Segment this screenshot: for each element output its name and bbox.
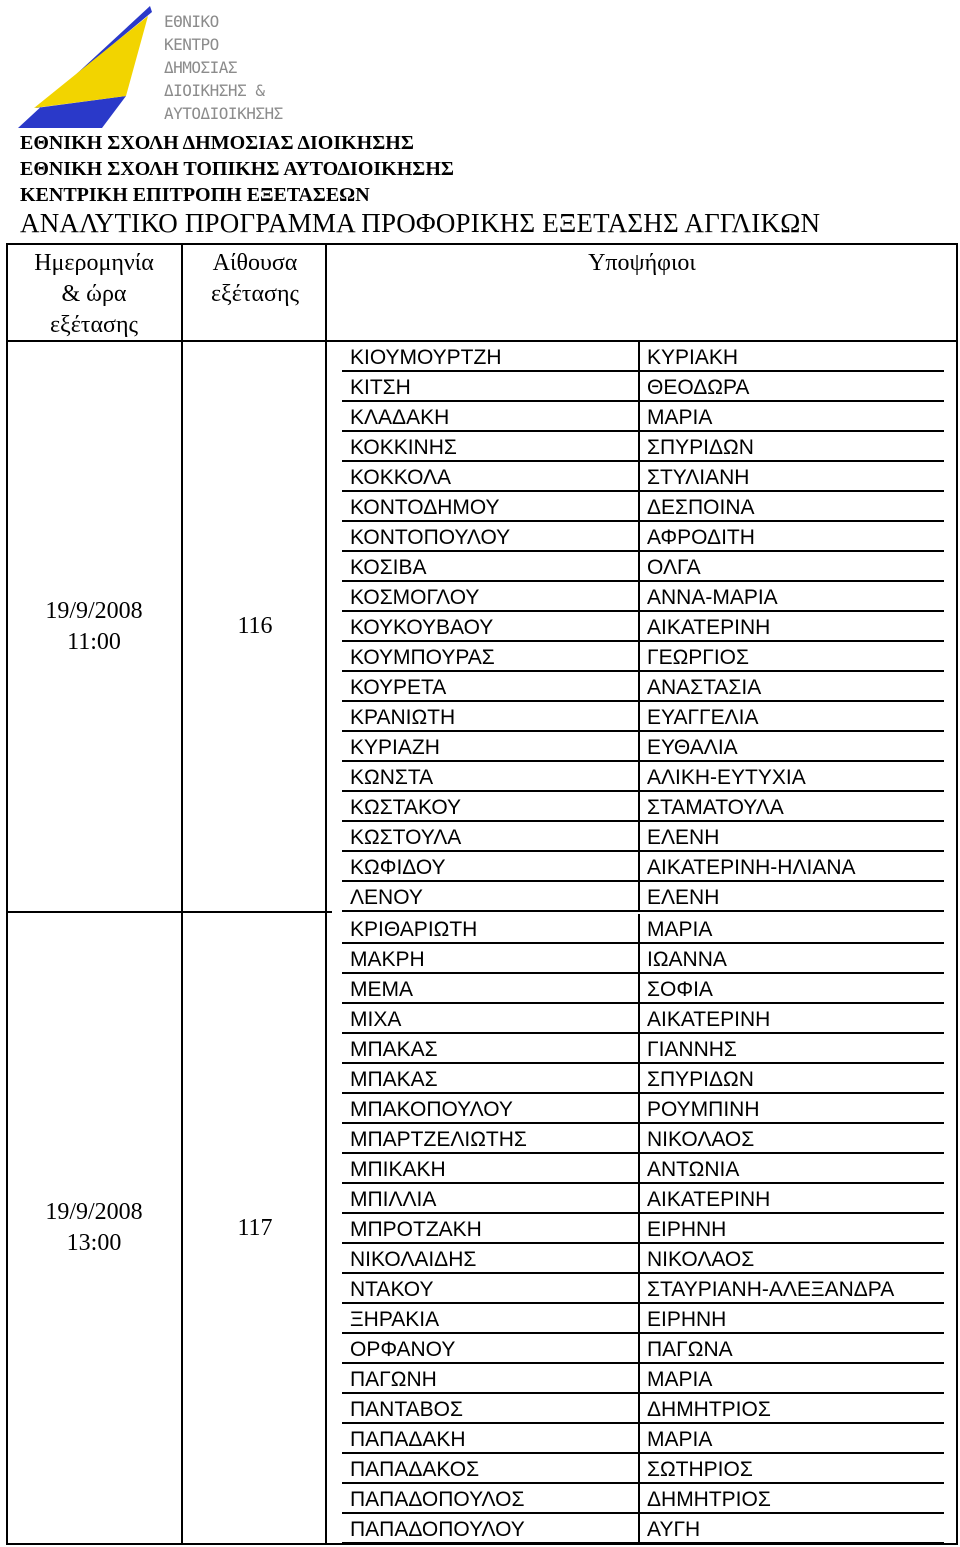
candidate-given-name: ΣΩΤΗΡΙΟΣ	[647, 1458, 753, 1481]
candidate-given-name: ΜΑΡΙΑ	[647, 1428, 713, 1451]
table-row	[342, 462, 944, 492]
candidate-given-name: ΠΑΓΩΝΑ	[647, 1338, 733, 1361]
table-row	[342, 882, 944, 912]
candidate-surname: ΜΠΙΛΛΙΑ	[350, 1188, 437, 1211]
table-row	[342, 672, 944, 702]
candidate-surname: ΚΙΤΣΗ	[350, 376, 411, 399]
candidate-given-name: ΡΟΥΜΠΙΝΗ	[647, 1098, 760, 1121]
candidate-given-name: ΣΠΥΡΙΔΩΝ	[647, 1068, 754, 1091]
session-room: 117	[237, 1215, 273, 1241]
table-right-border	[956, 243, 958, 1545]
candidate-given-name: ΕΙΡΗΝΗ	[647, 1218, 727, 1241]
table-row	[342, 492, 944, 522]
row-divider	[638, 1004, 640, 1034]
candidate-surname: ΚΩΦΙΔΟΥ	[350, 856, 446, 879]
table-row	[342, 914, 944, 944]
table-row	[342, 822, 944, 852]
candidate-list	[342, 914, 944, 1544]
candidate-surname: ΜΕΜΑ	[350, 978, 413, 1001]
row-divider	[638, 914, 640, 944]
table-row	[342, 974, 944, 1004]
candidate-given-name: ΑΝΝΑ-ΜΑΡΙΑ	[647, 586, 778, 609]
row-divider	[638, 974, 640, 1004]
candidate-given-name: ΚΥΡΙΑΚΗ	[647, 346, 739, 369]
row-divider	[638, 372, 640, 402]
row-divider	[638, 1514, 640, 1544]
table-row	[342, 1364, 944, 1394]
row-divider	[638, 462, 640, 492]
row-divider	[638, 1424, 640, 1454]
candidate-surname: ΜΙΧΑ	[350, 1008, 402, 1031]
candidate-given-name: ΣΤΑΥΡΙΑΝΗ-ΑΛΕΞΑΝΔΡΑ	[647, 1278, 895, 1301]
table-row	[342, 1064, 944, 1094]
candidate-surname: ΝΙΚΟΛΑΙΔΗΣ	[350, 1248, 477, 1271]
candidate-given-name: ΓΙΑΝΝΗΣ	[647, 1038, 737, 1061]
candidate-given-name: ΕΙΡΗΝΗ	[647, 1308, 727, 1331]
row-divider	[638, 672, 640, 702]
candidate-surname: ΚΙΟΥΜΟΥΡΤΖΗ	[350, 346, 502, 369]
row-divider	[638, 402, 640, 432]
candidate-surname: ΜΠΑΚΑΣ	[350, 1068, 438, 1091]
candidate-given-name: ΜΑΡΙΑ	[647, 1368, 713, 1391]
session-date: 19/9/2008	[45, 598, 143, 624]
candidate-surname: ΟΡΦΑΝΟΥ	[350, 1338, 456, 1361]
table-row	[342, 762, 944, 792]
table-row	[342, 944, 944, 974]
table-row	[342, 342, 944, 372]
table-row	[342, 1334, 944, 1364]
row-divider	[638, 1364, 640, 1394]
table-row	[342, 642, 944, 672]
row-divider	[638, 1064, 640, 1094]
row-divider	[638, 1214, 640, 1244]
session-datetime	[8, 1197, 180, 1259]
candidate-surname: ΜΠΡΟΤΖΑΚΗ	[350, 1218, 482, 1241]
session-room: 116	[237, 613, 273, 639]
table-row	[342, 1244, 944, 1274]
table-row	[342, 1394, 944, 1424]
table-row	[342, 852, 944, 882]
candidate-given-name: ΑΙΚΑΤΕΡΙΝΗ	[647, 616, 771, 639]
row-divider	[638, 552, 640, 582]
table-row	[342, 372, 944, 402]
table-row	[342, 1304, 944, 1334]
document-title: ΑΝΑΛΥΤΙΚΟ ΠΡΟΓΡΑΜΜΑ ΠΡΟΦΟΡΙΚΗΣ ΕΞΕΤΑΣΗΣ ΑΓΓΛΙΚΩΝ	[20, 208, 821, 238]
table-row	[342, 1424, 944, 1454]
col-divider-1	[181, 243, 183, 1545]
candidate-given-name: ΣΤΑΜΑΤΟΥΛΑ	[647, 796, 784, 819]
candidate-given-name: ΑΙΚΑΤΕΡΙΝΗ	[647, 1188, 771, 1211]
row-divider	[638, 1184, 640, 1214]
row-divider	[638, 582, 640, 612]
candidate-given-name: ΔΕΣΠΟΙΝΑ	[647, 496, 755, 519]
row-divider	[638, 642, 640, 672]
row-divider	[638, 1034, 640, 1064]
logo-line: ΚΕΝΤΡΟ	[164, 35, 219, 54]
row-divider	[638, 792, 640, 822]
table-row	[342, 612, 944, 642]
candidate-surname: ΚΟΥΜΠΟΥΡΑΣ	[350, 646, 495, 669]
candidate-given-name: ΑΙΚΑΤΕΡΙΝΗ	[647, 1008, 771, 1031]
candidate-list	[342, 342, 944, 912]
logo-line: ΕΘΝΙΚΟ	[164, 12, 219, 31]
row-divider	[638, 1154, 640, 1184]
table-row	[342, 1094, 944, 1124]
candidate-given-name: ΣΟΦΙΑ	[647, 978, 713, 1001]
header-school-local-gov: ΕΘΝΙΚΗ ΣΧΟΛΗ ΤΟΠΙΚΗΣ ΑΥΤΟΔΙΟΙΚΗΣΗΣ	[20, 158, 455, 180]
candidate-surname: ΚΟΥΡΕΤΑ	[350, 676, 447, 699]
candidate-surname: ΚΥΡΙΑΖΗ	[350, 736, 440, 759]
row-divider	[638, 1484, 640, 1514]
col-header-line: Υποψήφιοι	[588, 250, 696, 276]
candidate-surname: ΠΑΠΑΔΑΚΟΣ	[350, 1458, 480, 1481]
candidate-surname: ΠΑΠΑΔΟΠΟΥΛΟΣ	[350, 1488, 525, 1511]
candidate-given-name: ΣΤΥΛΙΑΝΗ	[647, 466, 750, 489]
session-time: 13:00	[66, 1230, 122, 1256]
table-row	[342, 1484, 944, 1514]
col-header-line: & ώρα	[61, 281, 127, 307]
candidate-given-name: ΕΛΕΝΗ	[647, 826, 720, 849]
col-divider-2	[325, 243, 327, 1545]
row-divider	[638, 822, 640, 852]
row-divider	[638, 522, 640, 552]
candidate-surname: ΜΠΙΚΑΚΗ	[350, 1158, 446, 1181]
candidate-given-name: ΜΑΡΙΑ	[647, 918, 713, 941]
logo-line: ΑΥΤΟΔΙΟΙΚΗΣΗΣ	[164, 104, 283, 123]
table-row	[342, 1184, 944, 1214]
col-header-room	[185, 248, 325, 310]
col-header-candidates	[328, 248, 956, 279]
candidate-given-name: ΑΛΙΚΗ-ΕΥΤΥΧΙΑ	[647, 766, 806, 789]
organization-logo	[14, 4, 304, 134]
candidate-given-name: ΘΕΟΔΩΡΑ	[647, 376, 750, 399]
row-divider	[638, 1394, 640, 1424]
row-divider	[638, 1244, 640, 1274]
candidate-given-name: ΕΥΑΓΓΕΛΙΑ	[647, 706, 759, 729]
candidate-given-name: ΑΙΚΑΤΕΡΙΝΗ-ΗΛΙΑΝΑ	[647, 856, 856, 879]
candidate-surname: ΚΡΑΝΙΩΤΗ	[350, 706, 456, 729]
session-datetime	[8, 596, 180, 658]
candidate-surname: ΚΩΣΤΑΚΟΥ	[350, 796, 461, 819]
candidate-given-name: ΙΩΑΝΝΑ	[647, 948, 727, 971]
row-divider	[638, 1454, 640, 1484]
candidate-surname: ΝΤΑΚΟΥ	[350, 1278, 434, 1301]
candidate-surname: ΚΟΚΚΙΝΗΣ	[350, 436, 457, 459]
candidate-surname: ΠΑΝΤΑΒΟΣ	[350, 1398, 463, 1421]
logo-text	[164, 10, 304, 125]
candidate-surname: ΜΠΑΚΟΠΟΥΛΟΥ	[350, 1098, 513, 1121]
candidate-given-name: ΓΕΩΡΓΙΟΣ	[647, 646, 749, 669]
col-header-datetime	[8, 248, 180, 341]
candidate-surname: ΠΑΠΑΔΟΠΟΥΛΟΥ	[350, 1518, 525, 1541]
row-divider	[638, 944, 640, 974]
row-divider	[638, 732, 640, 762]
candidate-given-name: ΝΙΚΟΛΑΟΣ	[647, 1128, 755, 1151]
table-row	[342, 522, 944, 552]
candidate-surname: ΜΑΚΡΗ	[350, 948, 425, 971]
table-row	[342, 432, 944, 462]
candidate-surname: ΛΕΝΟΥ	[350, 886, 423, 909]
col-header-line: εξέτασης	[49, 312, 139, 338]
table-row	[342, 1034, 944, 1064]
row-divider	[638, 492, 640, 522]
candidate-given-name: ΟΛΓΑ	[647, 556, 701, 579]
table-row	[342, 1274, 944, 1304]
col-header-line: Αίθουσα	[212, 250, 298, 276]
candidate-surname: ΚΟΝΤΟΔΗΜΟΥ	[350, 496, 500, 519]
table-row	[342, 792, 944, 822]
candidate-surname: ΠΑΓΩΝΗ	[350, 1368, 437, 1391]
row-divider	[638, 342, 640, 372]
candidate-given-name: ΑΝΤΩΝΙΑ	[647, 1158, 740, 1181]
candidate-surname: ΚΛΑΔΑΚΗ	[350, 406, 450, 429]
candidate-surname: ΚΟΣΙΒΑ	[350, 556, 427, 579]
candidate-surname: ΜΠΑΡΤΖΕΛΙΩΤΗΣ	[350, 1128, 527, 1151]
candidate-given-name: ΕΛΕΝΗ	[647, 886, 720, 909]
candidate-surname: ΚΟΚΚΟΛΑ	[350, 466, 452, 489]
table-row	[342, 1154, 944, 1184]
session-date: 19/9/2008	[45, 1199, 143, 1225]
row-divider	[638, 882, 640, 912]
col-header-line: εξέτασης	[210, 281, 300, 307]
candidate-given-name: ΜΑΡΙΑ	[647, 406, 713, 429]
row-divider	[638, 432, 640, 462]
logo-line: ΔΙΟΙΚΗΣΗΣ &	[164, 81, 265, 100]
candidate-given-name: ΕΥΘΑΛΙΑ	[647, 736, 738, 759]
candidate-surname: ΜΠΑΚΑΣ	[350, 1038, 438, 1061]
header-exam-committee: ΚΕΝΤΡΙΚΗ ΕΠΙΤΡΟΠΗ ΕΞΕΤΑΣΕΩΝ	[20, 184, 370, 206]
table-row	[342, 582, 944, 612]
table-row	[342, 1124, 944, 1154]
candidate-surname: ΚΡΙΘΑΡΙΩΤΗ	[350, 918, 478, 941]
row-divider	[638, 1094, 640, 1124]
row-divider	[638, 1124, 640, 1154]
table-top-border	[6, 243, 958, 245]
candidate-given-name: ΑΝΑΣΤΑΣΙΑ	[647, 676, 762, 699]
row-divider	[638, 612, 640, 642]
row-divider	[638, 1304, 640, 1334]
table-row	[342, 552, 944, 582]
candidate-surname: ΚΩΝΣΤΑ	[350, 766, 434, 789]
candidate-given-name: ΣΠΥΡΙΔΩΝ	[647, 436, 754, 459]
row-divider	[638, 762, 640, 792]
candidate-surname: ΞΗΡΑΚΙΑ	[350, 1308, 440, 1331]
header-school-public-admin: ΕΘΝΙΚΗ ΣΧΟΛΗ ΔΗΜΟΣΙΑΣ ΔΙΟΙΚΗΣΗΣ	[20, 132, 414, 154]
candidate-given-name: ΔΗΜΗΤΡΙΟΣ	[647, 1488, 771, 1511]
table-row	[342, 1004, 944, 1034]
row-divider	[638, 702, 640, 732]
candidate-surname: ΚΩΣΤΟΥΛΑ	[350, 826, 462, 849]
table-row	[342, 402, 944, 432]
table-row	[342, 1514, 944, 1544]
session-time: 11:00	[67, 629, 121, 655]
table-row	[342, 1214, 944, 1244]
table-left-border	[6, 243, 8, 1545]
candidate-given-name: ΔΗΜΗΤΡΙΟΣ	[647, 1398, 771, 1421]
row-divider	[638, 852, 640, 882]
row-divider	[638, 1334, 640, 1364]
candidate-given-name: ΝΙΚΟΛΑΟΣ	[647, 1248, 755, 1271]
session-divider	[6, 911, 332, 913]
candidate-given-name: ΑΥΓΗ	[647, 1518, 701, 1541]
candidate-surname: ΚΟΝΤΟΠΟΥΛΟΥ	[350, 526, 511, 549]
logo-line: ΔΗΜΟΣΙΑΣ	[164, 58, 238, 77]
candidate-surname: ΚΟΥΚΟΥΒΑΟΥ	[350, 616, 494, 639]
table-row	[342, 1454, 944, 1484]
table-row	[342, 732, 944, 762]
table-row	[342, 702, 944, 732]
candidate-surname: ΠΑΠΑΔΑΚΗ	[350, 1428, 466, 1451]
candidate-surname: ΚΟΣΜΟΓΛΟΥ	[350, 586, 480, 609]
candidate-given-name: ΑΦΡΟΔΙΤΗ	[647, 526, 755, 549]
row-divider	[638, 1274, 640, 1304]
col-header-line: Ημερομηνία	[34, 250, 154, 276]
